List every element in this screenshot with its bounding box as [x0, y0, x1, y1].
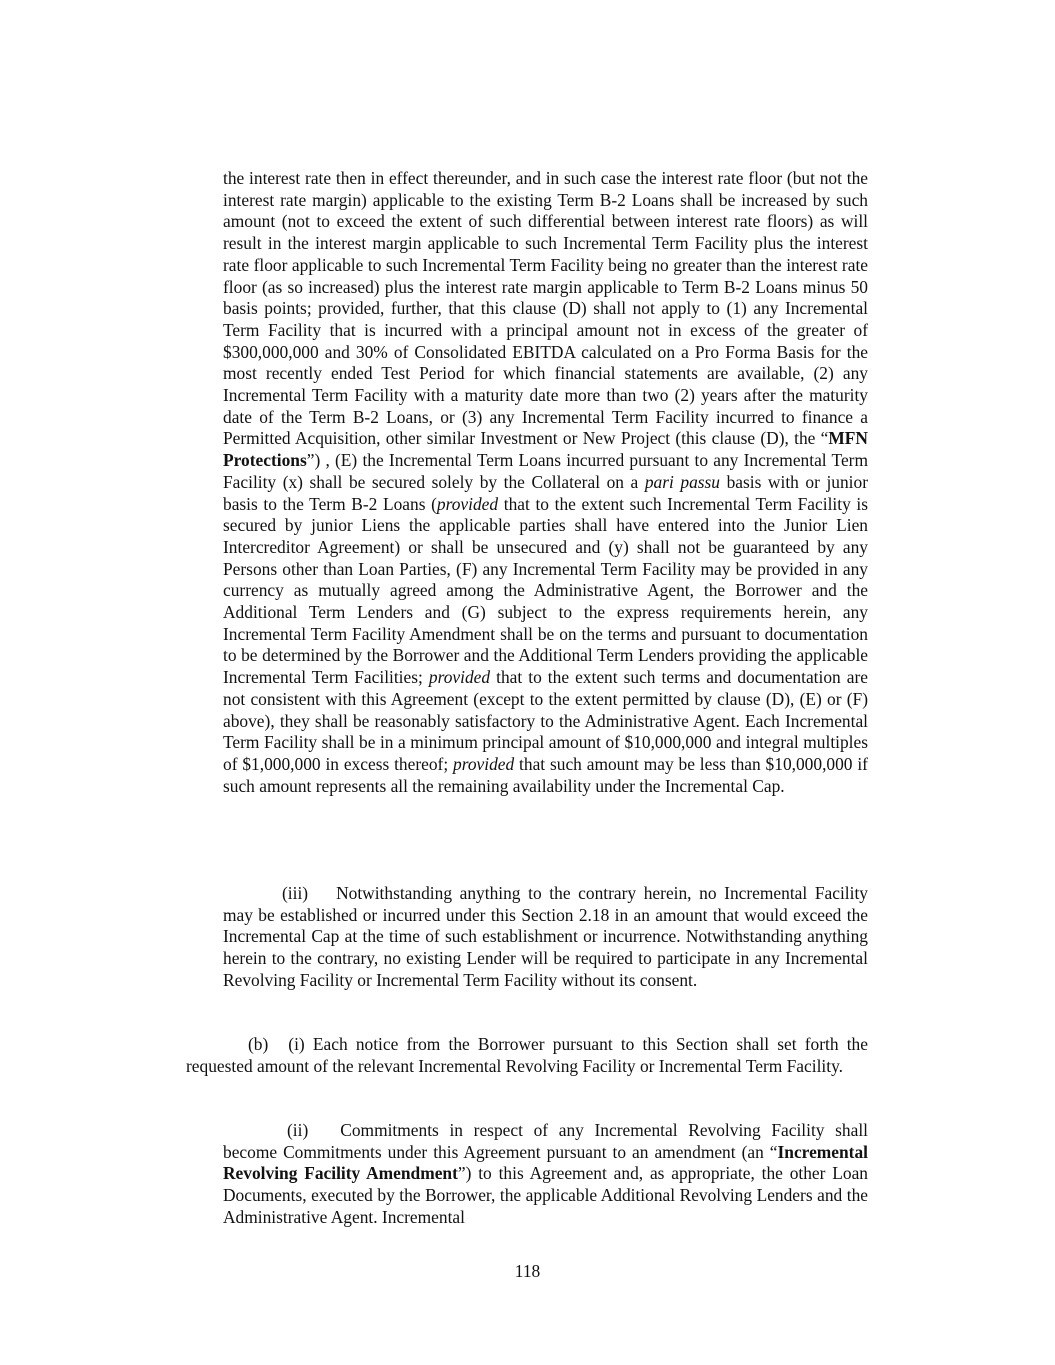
paragraph-continuation — [223, 168, 868, 797]
text-run: Commitments in respect of any Incremental Revolving Facility shall become Commitments under this Agreement pursuant to an amendment (an “ — [223, 1120, 868, 1162]
clause-number: (i) — [288, 1034, 305, 1054]
text-run: that to the extent such Incremental Term Facility is secured by junior Liens the applicable parties shall have entered into the Junior Lien Intercreditor Agreement) or shall be unsecured and (y) shall not be guaranteed by any Persons other than Loan Parties, (F) any Incremental Term Facility may be provided in any currency as mutually agreed among the Administrative Agent, the Borrower and the Additional Term Lenders and (G) subject to the express requirements herein, any Incremental Term Facility Amendment shall be on the terms and pursuant to documentation to be determined by the Borrower and the Additional Term Lenders providing the applicable Incremental Term Facilities; — [223, 493, 869, 688]
paragraph-iii — [223, 883, 868, 992]
text-run: that such amount may be less than $10,000,000 if such amount represents all the remaining availability under the Incremental Cap. — [223, 753, 868, 796]
text-run: Each notice from the Borrower pursuant to this Section shall set forth the requested amount of the relevant Incremental Revolving Facility or Incremental Term Facility. — [186, 1034, 868, 1076]
clause-number: (ii) — [287, 1120, 309, 1140]
italic-term-pari-passu: pari passu — [644, 471, 721, 492]
text-run: Notwithstanding anything to the contrary herein, no Incremental Facility may be established or incurred under this Section 2.18 in an amount that would exceed the Incremental Cap at the time of such establishment or incurrence. Notwithstanding anything herein to the contrary, no existing Lender will be required to participate in any Incremental Revolving Facility or Incremental Term Facility without its consent. — [223, 883, 868, 990]
text-run: ”) to this Agreement and, as appropriate, the other Loan Documents, executed by the Borrower, the applicable Additional Revolving Lenders and the Administrative Agent. Incremental — [223, 1163, 868, 1227]
text-run: the interest rate then in effect thereunder, and in such case the interest rate floor (but not the interest rate margin) applicable to the existing Term B-2 Loans shall be increased by such amount (not to exceed the extent of such differential between interest rate floors) as will result in the interest margin applicable to such Incremental Term Facility plus the interest rate floor applicable to such Incremental Term Facility being no greater than the interest rate floor (as so increased) plus the interest rate margin applicable to Term B-2 Loans minus 50 basis points; provided, further, that this clause (D) shall not apply to (1) any Incremental Term Facility that is incurred with a principal amount not in excess of the greater of $300,000,000 and 30% of Consolidated EBITDA calculated on a Pro Forma Basis for the most recently ended Test Period for which financial statements are available, (2) any Incremental Term Facility with a maturity date more than two (2) years after the maturity date of the Term B-2 Loans, or (3) any Incremental Term Facility incurred to finance a Permitted Acquisition, other similar Investment or New Project (this clause (D), the “ — [223, 168, 868, 449]
text-run: that to the extent such terms and documentation are not consistent with this Agreement (except to the extent permitted by clause (D), (E) or (F) above), they shall be reasonably satisfactory to the Administrative Agent. Each Incremental Term Facility shall be in a minimum principal amount of $10,000,000 and integral multiples of $1,000,000 in excess thereof; — [223, 667, 868, 774]
clause-number: (b) — [248, 1034, 269, 1054]
page-number: 118 — [514, 1261, 541, 1281]
paragraph-ii — [223, 1120, 868, 1229]
defined-term-incremental-revolving-facility-amendment: Incremental Revolving Facility Amendment — [223, 1141, 868, 1184]
defined-term-mfn-protections: MFN Protections — [223, 428, 868, 471]
italic-term-provided: provided — [453, 753, 515, 774]
text-run: ”) , (E) the Incremental Term Loans incurred pursuant to any Incremental Term Facility (x) shall be secured solely by the Collateral on a — [223, 450, 868, 492]
clause-number: (iii) — [282, 883, 309, 903]
paragraph-b-i — [186, 1034, 868, 1077]
italic-term-provided: provided — [428, 667, 491, 688]
text-run: basis with or junior basis to the Term B-2 Loans ( — [223, 471, 868, 514]
italic-term-provided: provided — [436, 493, 499, 514]
